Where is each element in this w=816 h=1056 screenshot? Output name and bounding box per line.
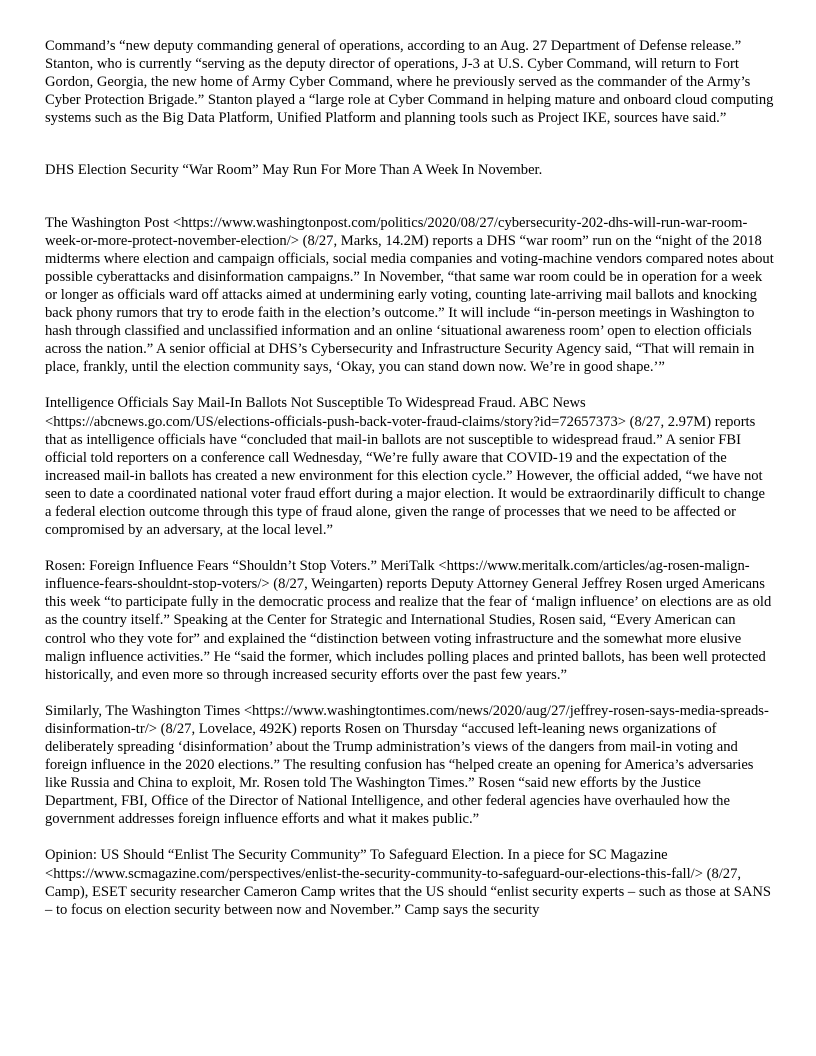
paragraph-washington-post: The Washington Post <https://www.washingtonpost.com/politics/2020/08/27/cybersecurity-202-dhs-will-run-war-room-week-or-more-protect-november-election/> (8/27, Marks, 14.2M) reports a DHS “war room” run on the “night of the 2018 midterms where election and campaign officials, social media companies and voting-machine vendors compared notes about possible cyberattacks and disinformation campaigns.” In November, “that same war room could be in operation for a week or longer as officials ward off attacks aimed at undermining early voting, counting late-arriving mail ballots and knocking back phony rumors that try to erode faith in the election’s outcome.” It will include “in-person meetings in Washington to hash through classified and unclassified information and an online ‘situational awareness room’ open to election officials across the nation.” A senior official at DHS’s Cybersecurity and Infrastructure Security Agency said, “That will remain in place, frankly, until the election community says, ‘Okay, you can stand down now. We’re in good shape.’” — [45, 214, 774, 376]
heading-dhs-war-room: DHS Election Security “War Room” May Run For More Than A Week In November. — [45, 162, 543, 179]
paragraph-sc-magazine: Opinion: US Should “Enlist The Security Community” To Safeguard Election. In a piece for SC Magazine <https://www.scmagazine.com/perspectives/enlist-the-security-community-to-safeguard-our-elections-this-fall/> (8/27, Camp), ESET security researcher Cameron Camp writes that the US should “enlist security experts – such as those at SANS – to focus on election security between now and November.” Camp says the security — [45, 847, 772, 918]
paragraph-abc-news: Intelligence Officials Say Mail-In Ballots Not Susceptible To Widespread Fraud. ABC News <https://abcnews.go.com/US/elections-officials-push-back-voter-fraud-claims/story?id=72657373> (8/27, 2.97M) reports that as intelligence officials have “concluded that mail-in ballots are not susceptible to widespread fraud.” A senior FBI official told reporters on a conference call Wednesday, “We’re fully aware that COVID-19 and the expectation of the increased mail-in ballots has created a new environment for this election cycle.” However, the official added, “we have not seen to date a coordinated national voter fraud effort during a major election. It would be extraordinarily difficult to change a federal election outcome through this type of fraud alone, given the range of processes that we need to be affected or compromised by an adversary, at the local level.” — [45, 395, 765, 539]
paragraph-meritalk: Rosen: Foreign Influence Fears “Shouldn’t Stop Voters.” MeriTalk <https://www.meritalk.com/articles/ag-rosen-malign-influence-fears-shouldnt-stop-voters/> (8/27, Weingarten) reports Deputy Attorney General Jeffrey Rosen urged Americans this week “to participate fully in the democratic process and realize that the fear of ‘malign influence’ on elections are as old as the country itself.” Speaking at the Center for Strategic and International Studies, Rosen said, “Every American can control who they vote for” and explained the “distinction between voting infrastructure and the somewhat more elusive malign influence activities.” He “said the former, which includes polling places and printed ballots, has been well protected historically, and even more so through increased security efforts over the past few years.” — [45, 558, 772, 683]
paragraph-washington-times: Similarly, The Washington Times <https://www.washingtontimes.com/news/2020/aug/27/jeffrey-rosen-says-media-spreads-disinformation-tr/> (8/27, Lovelace, 492K) reports Rosen on Thursday “accused left-leaning news organizations of deliberately spreading ‘disinformation’ about the Trump administration’s views of the dangers from mail-in voting and foreign influence in the 2020 elections.” The resulting confusion has “helped create an opening for America’s adversaries like Russia and China to exploit, Mr. Rosen told The Washington Times.” Rosen “said new efforts by the Justice Department, FBI, Office of the Director of National Intelligence, and other federal agencies have overhauled how the government addresses foreign influence efforts and what it makes public.” — [45, 702, 769, 828]
paragraph-army-cyber-command: Command’s “new deputy commanding general of operations, according to an Aug. 27 Department of Defense release.” Stanton, who is currently “serving as the deputy director of operations, J-3 at U.S. Cyber Command, will return to Fort Gordon, Georgia, the new home of Army Cyber Command, where he previously served as the commander of the Army’s Cyber Protection Brigade.” Stanton played a “large role at Cyber Command in helping mature and onboard cloud computing systems such as the Big Data Platform, Unified Platform and planning tools such as Project IKE, sources have said.” — [45, 38, 774, 127]
document-page — [45, 37, 774, 919]
